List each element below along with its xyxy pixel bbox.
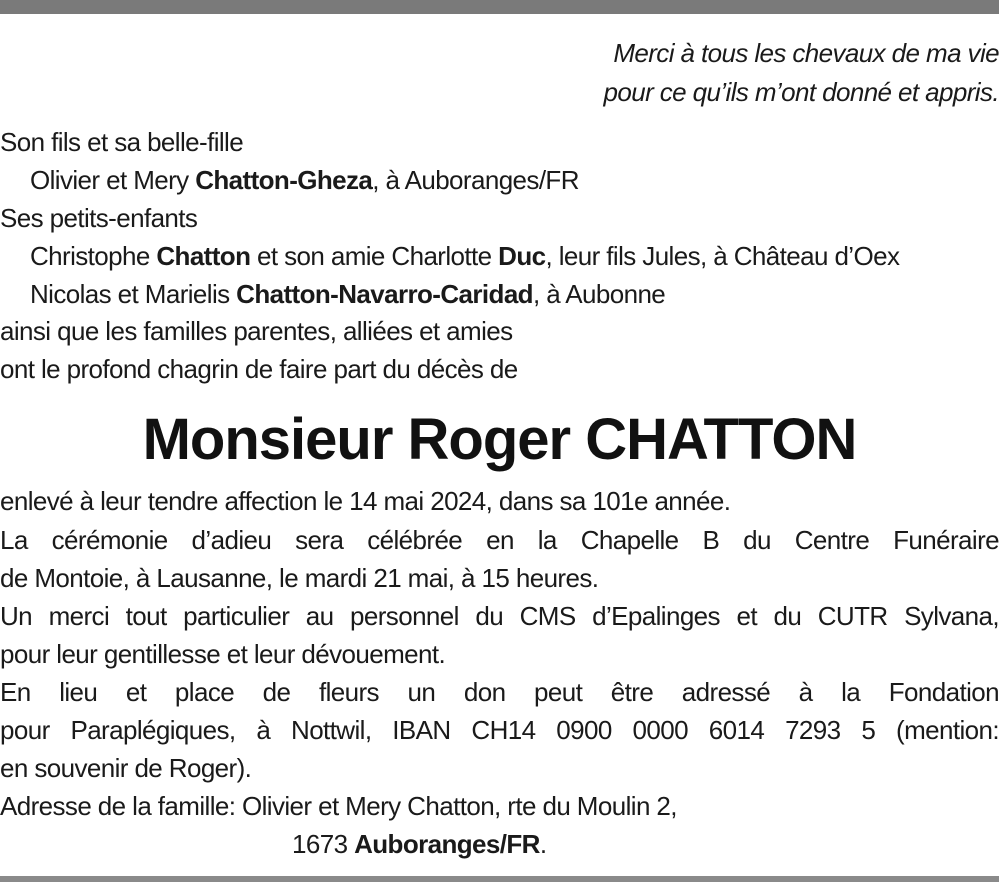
gc1-rest: , leur fils Jules, à Château d’Oex bbox=[545, 241, 900, 271]
gc2-surname: Chatton-Navarro-Caridad bbox=[236, 279, 533, 309]
body-line-7: pour Paraplégiques, à Nottwil, IBAN CH14 0900 0000 6014 7293 5 (mention: bbox=[0, 715, 999, 745]
bottom-border-rule bbox=[0, 876, 999, 882]
body-line-6: En lieu et place de fleurs un don peut être adressé à la Fondation bbox=[0, 677, 999, 707]
address-line-1: Adresse de la famille: Olivier et Mery Chatton, rte du Moulin 2, bbox=[0, 791, 677, 821]
address-zip: 1673 bbox=[292, 829, 355, 859]
epigraph-line-2: pour ce qu’ils m’ont donné et appris. bbox=[603, 77, 999, 107]
gc1-partner-surname: Duc bbox=[498, 241, 546, 271]
deceased-name: Monsieur Roger CHATTON bbox=[142, 407, 857, 472]
son-names: Olivier et Mery bbox=[30, 165, 196, 195]
epigraph-line-1: Merci à tous les chevaux de ma vie bbox=[613, 38, 999, 68]
son-line bbox=[30, 161, 999, 199]
son-place: , à Auboranges/FR bbox=[372, 165, 579, 195]
son-heading: Son fils et sa belle-fille bbox=[0, 127, 244, 157]
body-line-2: La cérémonie d’adieu sera célébrée en la Chapelle B du Centre Funéraire bbox=[0, 525, 999, 555]
gc2-place: , à Aubonne bbox=[532, 279, 666, 309]
gc2-first: Nicolas et Marielis bbox=[30, 279, 237, 309]
body-line-1: enlevé à leur tendre affection le 14 mai 2024, dans sa 101e année. bbox=[0, 486, 731, 516]
gc1-surname: Chatton bbox=[156, 241, 251, 271]
grandchild-line-1 bbox=[30, 237, 999, 275]
body-line-5: pour leur gentillesse et leur dévouement. bbox=[0, 639, 446, 669]
grandchildren-heading: Ses petits-enfants bbox=[0, 203, 198, 233]
body-line-8: en souvenir de Roger). bbox=[0, 753, 252, 783]
address-line-2 bbox=[292, 825, 992, 863]
top-border-rule bbox=[0, 0, 999, 14]
gc1-first: Christophe bbox=[30, 241, 157, 271]
gc1-mid: et son amie Charlotte bbox=[250, 241, 499, 271]
announcement-line: ont le profond chagrin de faire part du décès de bbox=[0, 354, 518, 384]
body-line-3: de Montoie, à Lausanne, le mardi 21 mai, à 15 heures. bbox=[0, 563, 599, 593]
address-end: . bbox=[539, 829, 547, 859]
address-city: Auboranges/FR bbox=[354, 829, 540, 859]
relatives-line: ainsi que les familles parentes, alliées et amies bbox=[0, 316, 513, 346]
grandchild-line-2 bbox=[30, 275, 999, 313]
body-line-4: Un merci tout particulier au personnel du CMS d’Epalinges et du CUTR Sylvana, bbox=[0, 601, 999, 631]
son-surname: Chatton-Gheza bbox=[195, 165, 373, 195]
